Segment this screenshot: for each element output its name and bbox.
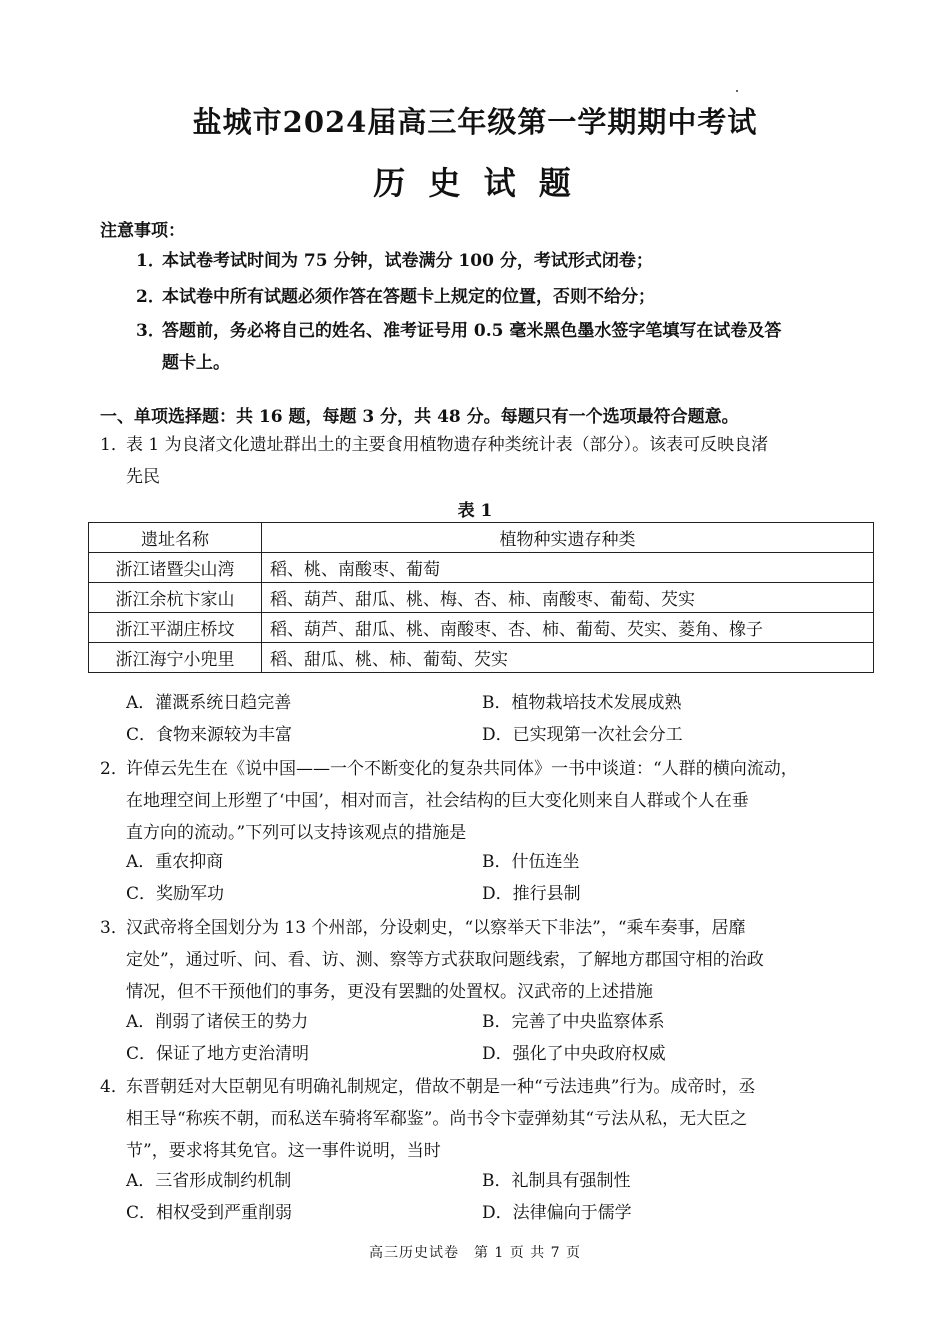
question-line: 节”，要求将其免官。这一事件说明，当时 [126,1141,441,1161]
option-b: B．礼制具有强制性 [482,1171,631,1191]
table-row [89,553,874,583]
site-name-cell: 浙江平湖庄桥坟 [89,613,262,643]
table-row [89,613,874,643]
question-line: 定处”，通过听、问、看、访、测、察等方式获取问题线索，了解地方郡国守相的治政 [126,950,764,970]
section-heading: 一、单项选择题：共 16 题，每题 3 分，共 48 分。每题只有一个选项最符合题意。 [100,407,739,427]
table-row [89,583,874,613]
option-d: D．强化了中央政府权威 [482,1044,666,1064]
option-b: B．什伍连坐 [482,852,580,872]
question-number: 2． [100,759,128,779]
option-a: A．灌溉系统日趋完善 [126,693,292,713]
question-line: 先民 [126,467,160,487]
option-c: C．相权受到严重削弱 [126,1203,293,1223]
question-line: 直方向的流动。”下列可以支持该观点的措施是 [126,823,467,843]
table-header-row [89,523,874,553]
exam-subtitle: 历 史 试 题 [373,164,577,202]
option-d: D．已实现第一次社会分工 [482,725,683,745]
question-number: 3． [100,918,128,938]
option-c: C．奖励军功 [126,884,225,904]
option-c: C．保证了地方吏治清明 [126,1044,310,1064]
notice-item-3 [136,315,866,379]
site-name-cell: 浙江余杭卞家山 [89,583,262,613]
question-3 [100,912,860,1008]
option-b: B．植物栽培技术发展成熟 [482,693,682,713]
page-footer: 高三历史试卷 第 1 页 共 7 页 [368,1245,582,1261]
plant-types-cell: 稻、葫芦、甜瓜、桃、梅、杏、柿、南酸枣、葡萄、芡实 [262,583,874,613]
question-line: 在地理空间上形塑了‘中国’，相对而言，社会结构的巨大变化则来自人群或个人在垂 [126,791,749,811]
notice-text: 本试卷中所有试题必须作答在答题卡上规定的位置，否则不给分； [162,287,655,307]
option-b: B．完善了中央监察体系 [482,1012,665,1032]
table-row [89,643,874,673]
plant-types-cell: 稻、桃、南酸枣、葡萄 [262,553,874,583]
question-4 [100,1071,860,1167]
option-c: C．食物来源较为丰富 [126,725,293,745]
column-header: 植物种实遗存种类 [262,523,874,553]
notice-item-2 [136,281,866,313]
question-2 [100,753,860,849]
site-name-cell: 浙江诸暨尖山湾 [89,553,262,583]
question-number: 4． [100,1077,128,1097]
question-line: 相王导“称疾不朝，而私送车骑将军郗鉴”。尚书令卞壸弹劾其“亏法从私，无大臣之 [126,1109,748,1129]
question-line: 许倬云先生在《说中国——一个不断变化的复杂共同体》一书中谈道：“人群的横向流动， [126,759,798,779]
question-line: 情况，但不干预他们的事务，更没有罢黜的处置权。汉武帝的上述措施 [126,982,653,1002]
option-d: D．推行县制 [482,884,581,904]
notice-text: 本试卷考试时间为 75 分钟，试卷满分 100 分，考试形式闭卷； [162,251,653,271]
table-caption: 表 1 [457,501,493,521]
scan-speck [736,90,738,92]
plant-types-cell: 稻、葫芦、甜瓜、桃、南酸枣、杏、柿、葡萄、芡实、菱角、橡子 [262,613,874,643]
plant-remains-table [88,522,874,673]
notice-number: 2． [136,287,165,307]
question-line: 东晋朝廷对大臣朝见有明确礼制规定，借故不朝是一种“亏法违典”行为。成帝时，丞 [126,1077,756,1097]
option-a: A．削弱了诸侯王的势力 [126,1012,309,1032]
question-line: 表 1 为良渚文化遗址群出土的主要食用植物遗存种类统计表（部分）。该表可反映良渚 [126,435,769,455]
column-header: 遗址名称 [89,523,262,553]
option-a: A．重农抑商 [126,852,224,872]
notice-item-1 [136,245,866,277]
exam-title: 盐城市2024届高三年级第一学期期中考试 [192,105,758,139]
notice-text: 答题前，务必将自己的姓名、准考证号用 0.5 毫米黑色墨水签字笔填写在试卷及答 [162,321,782,341]
question-1 [100,429,860,493]
notice-heading: 注意事项： [100,221,185,241]
question-line: 汉武帝将全国划分为 13 个州部，分设刺史，“以察举天下非法”，“乘车奏事，居靡 [126,918,746,938]
site-name-cell: 浙江海宁小兜里 [89,643,262,673]
plant-types-cell: 稻、甜瓜、桃、柿、葡萄、芡实 [262,643,874,673]
option-d: D．法律偏向于儒学 [482,1203,632,1223]
notice-number: 3． [136,321,165,341]
notice-continuation: 题卡上。 [162,353,230,373]
question-number: 1． [100,435,128,455]
option-a: A．三省形成制约机制 [126,1171,292,1191]
notice-number: 1． [136,251,165,271]
